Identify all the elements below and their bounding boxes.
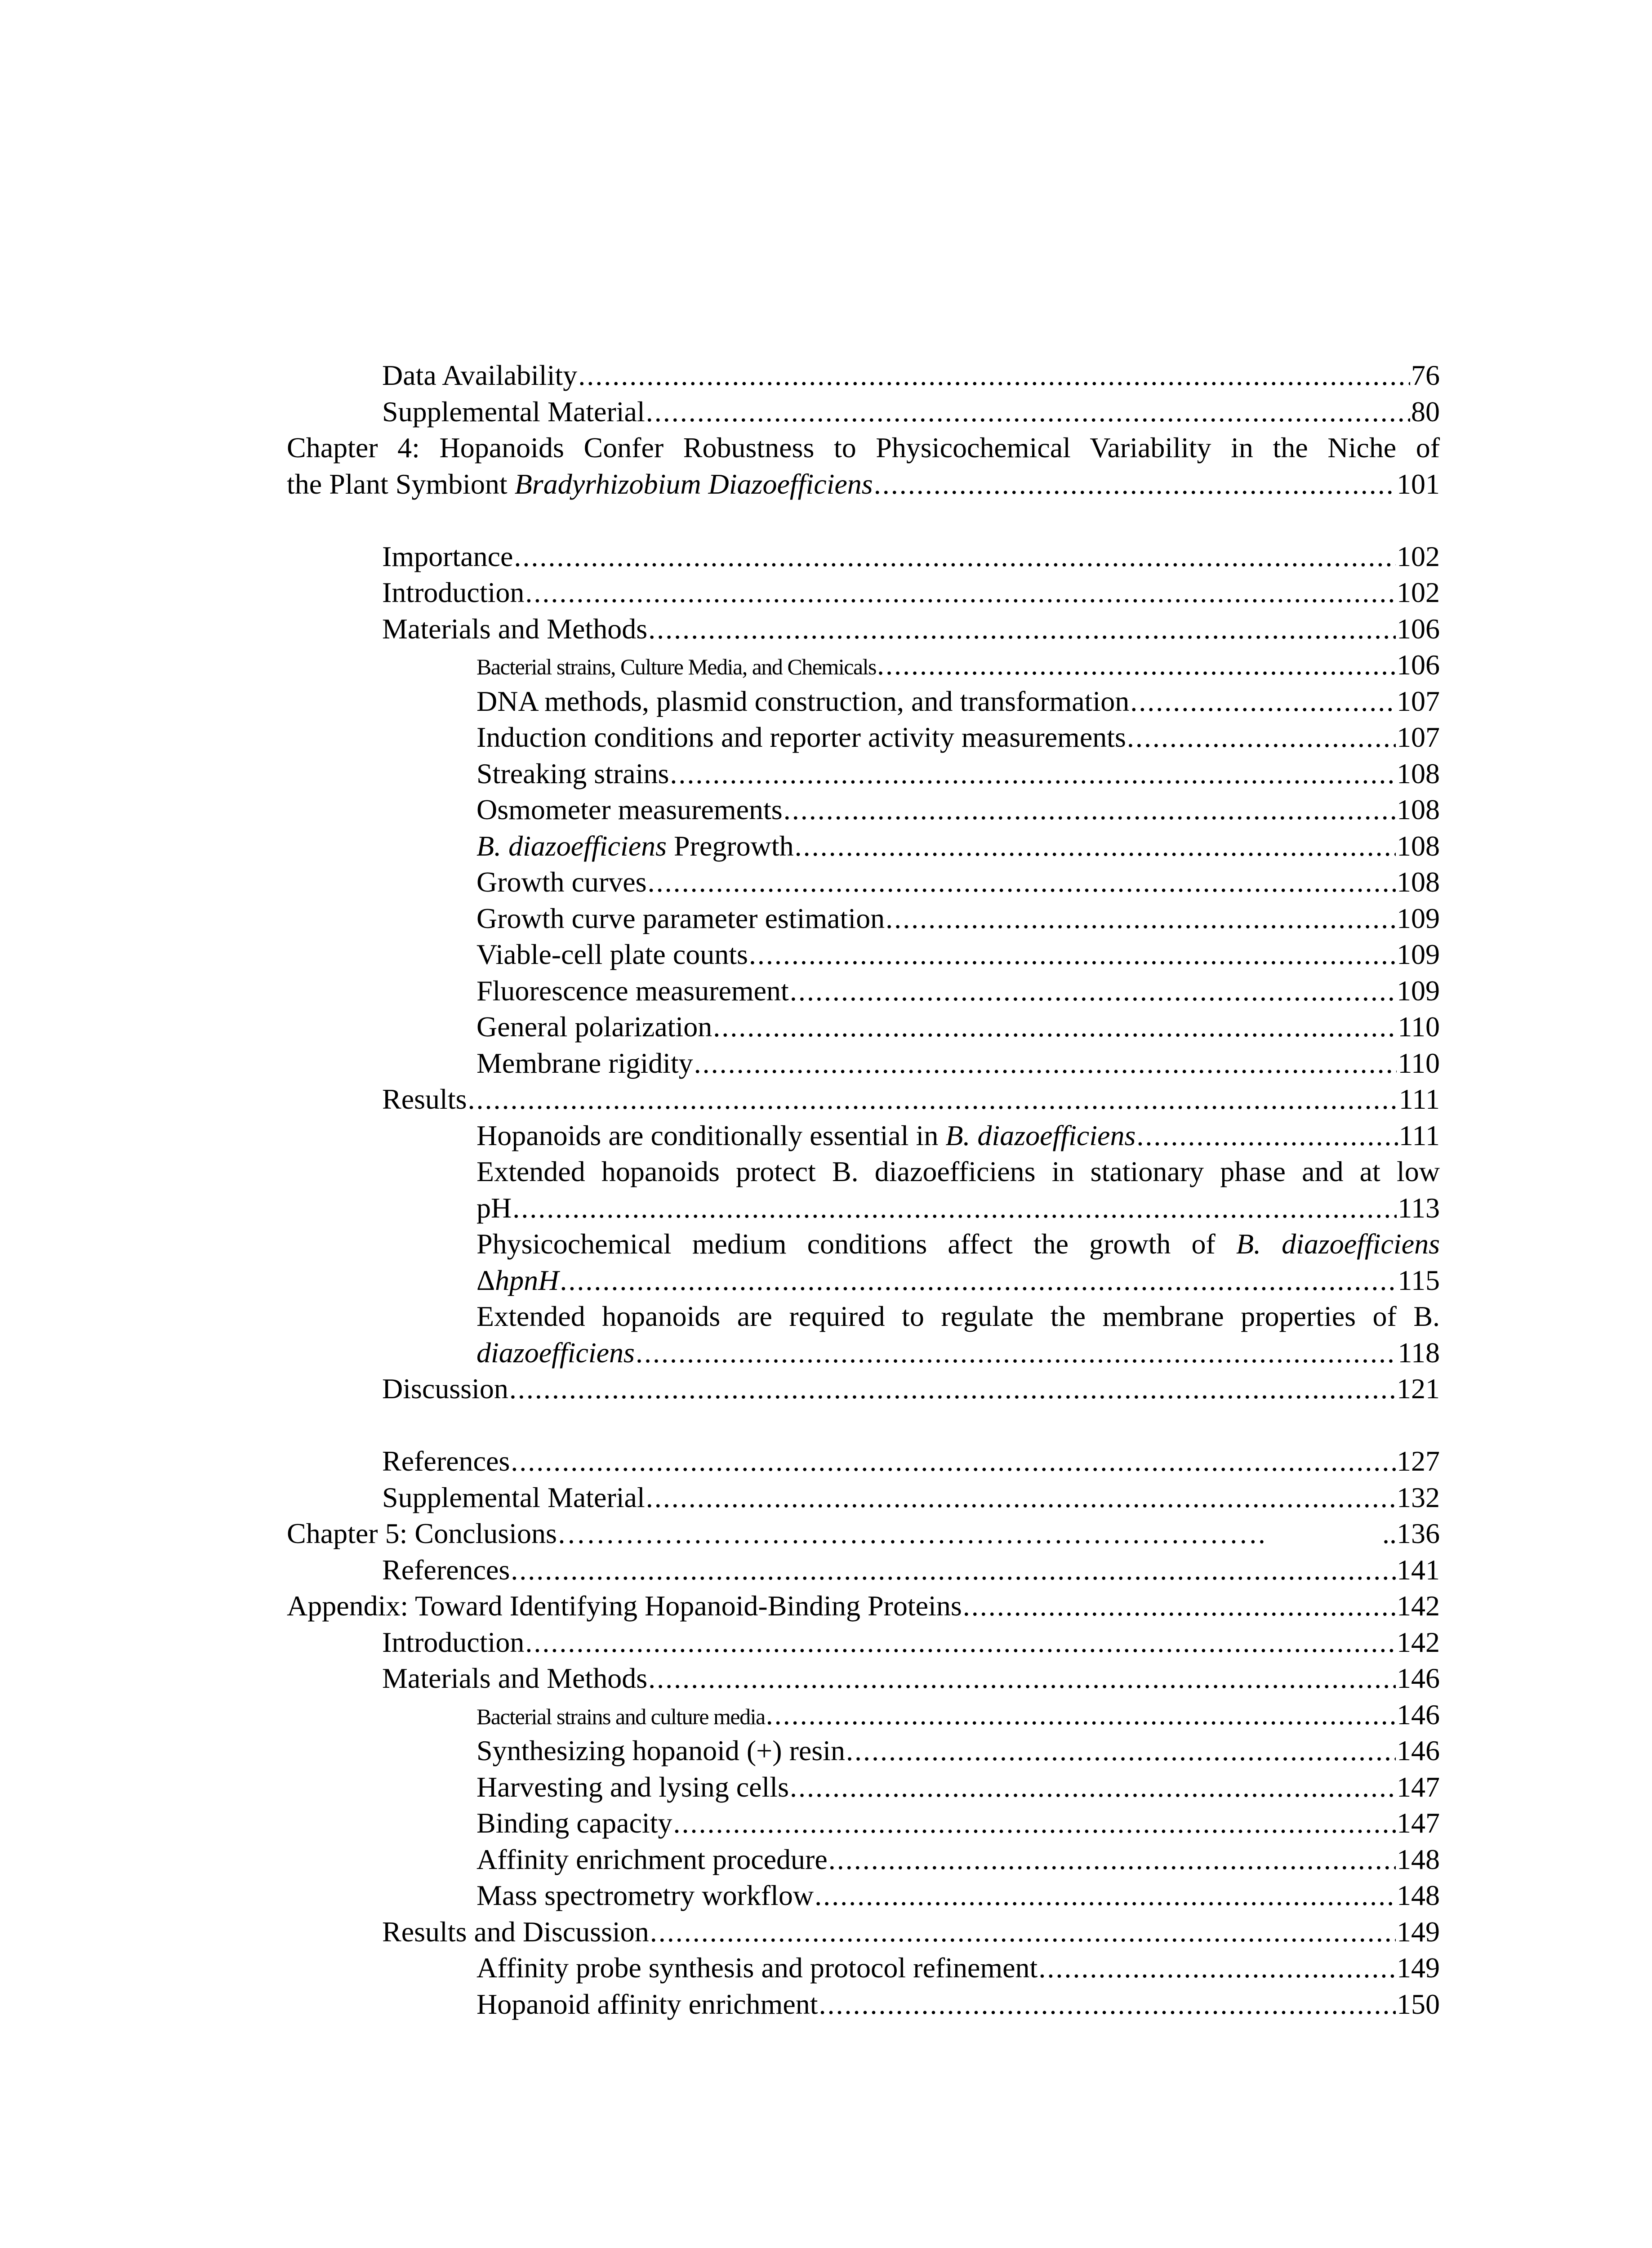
dot-leader bbox=[749, 937, 1396, 973]
dot-leader bbox=[1130, 683, 1396, 720]
organism-name: B. diazoefficiens bbox=[1236, 1228, 1440, 1260]
toc-entry-osmometer[interactable] bbox=[287, 792, 1440, 828]
toc-entry-extended-regulate-line[interactable] bbox=[287, 1298, 1440, 1335]
dot-leader bbox=[766, 1697, 1396, 1733]
toc-entry-general-polarization[interactable] bbox=[287, 1009, 1440, 1045]
toc-entry-label: Binding capacity bbox=[476, 1807, 672, 1839]
toc-entry-bacterial-strains[interactable] bbox=[287, 647, 1440, 683]
toc-page-number: 146 bbox=[1397, 1735, 1440, 1766]
toc-entry-dna-methods[interactable] bbox=[287, 683, 1440, 720]
toc-entry-label: Extended hopanoids are required to regulate the membrane properties of B. bbox=[476, 1300, 1440, 1332]
toc-entry-physicochemical-line[interactable] bbox=[287, 1226, 1440, 1262]
toc-entry-label: Osmometer measurements bbox=[476, 794, 783, 825]
toc-page-number: 111 bbox=[1398, 1083, 1440, 1115]
dot-leader bbox=[560, 1262, 1397, 1299]
toc-entry-label: Materials and Methods bbox=[382, 612, 648, 645]
toc-page-number: 106 bbox=[1397, 612, 1440, 645]
dot-leader bbox=[525, 575, 1396, 611]
toc-page-number: 111 bbox=[1398, 1119, 1440, 1151]
toc-entry-references[interactable] bbox=[287, 1552, 1440, 1588]
toc-entry-label: Discussion bbox=[382, 1373, 508, 1405]
toc-page-number: 146 bbox=[1397, 1698, 1440, 1731]
toc-entry-extended-protect[interactable] bbox=[287, 1190, 1440, 1227]
toc-entry-label bbox=[476, 1335, 635, 1371]
toc-page-number: 147 bbox=[1397, 1807, 1440, 1839]
toc-entry-harvesting[interactable] bbox=[287, 1769, 1440, 1806]
toc-page-number: 110 bbox=[1398, 1011, 1440, 1043]
toc-entry-label: Results and Discussion bbox=[382, 1915, 649, 1948]
toc-entry-label: Data Availability bbox=[382, 359, 578, 391]
toc-entry-label: Streaking strains bbox=[476, 757, 669, 789]
gene-name: hpnH bbox=[495, 1264, 559, 1296]
toc-entry-label: Affinity probe synthesis and protocol refinement bbox=[476, 1952, 1038, 1984]
toc-entry-importance[interactable] bbox=[287, 539, 1440, 575]
organism-name: diazoefficiens bbox=[476, 1336, 635, 1369]
toc-page-number: 106 bbox=[1397, 649, 1440, 681]
toc-page-number: 118 bbox=[1398, 1336, 1440, 1369]
dot-leader bbox=[636, 1335, 1397, 1371]
toc-entry-label: Chapter 4: Hopanoids Confer Robustness to Physicochemical Variability in the Niche of bbox=[287, 432, 1440, 464]
toc-entry-membrane-rigidity[interactable] bbox=[287, 1045, 1440, 1082]
table-of-contents bbox=[287, 357, 1440, 2022]
dot-leader bbox=[646, 394, 1410, 430]
toc-entry-hopanoid-affinity[interactable] bbox=[287, 1986, 1440, 2023]
toc-entry-fluorescence[interactable] bbox=[287, 973, 1440, 1009]
toc-page-number: 141 bbox=[1397, 1553, 1440, 1586]
toc-entry-label: DNA methods, plasmid construction, and transformation bbox=[476, 685, 1130, 717]
toc-entry-label: Bacterial strains, Culture Media, and Chemicals bbox=[476, 654, 876, 679]
dot-leader bbox=[511, 1443, 1396, 1480]
toc-entry-discussion[interactable] bbox=[287, 1371, 1440, 1407]
organism-name: Bradyrhizobium Diazoefficiens bbox=[514, 468, 873, 500]
toc-entry-hopanoids-essential[interactable] bbox=[287, 1118, 1440, 1154]
toc-page-number: 110 bbox=[1398, 1047, 1440, 1079]
toc-entry-materials-and-methods[interactable] bbox=[287, 611, 1440, 647]
label-text: Pregrowth bbox=[667, 830, 794, 862]
toc-entry-label bbox=[476, 1118, 1135, 1154]
toc-entry-label: Introduction bbox=[382, 576, 525, 608]
toc-page-number: 127 bbox=[1397, 1445, 1440, 1477]
toc-entry-induction-conditions[interactable] bbox=[287, 719, 1440, 756]
toc-entry-references[interactable] bbox=[287, 1443, 1440, 1480]
toc-entry-label: Growth curves bbox=[476, 866, 647, 898]
toc-entry-data-availability[interactable] bbox=[287, 357, 1440, 394]
dot-leader bbox=[578, 357, 1410, 394]
toc-entry-extended-protect-line[interactable] bbox=[287, 1154, 1440, 1190]
toc-entry-label: Mass spectrometry workflow bbox=[476, 1879, 814, 1911]
toc-entry-label: Bacterial strains and culture media bbox=[476, 1704, 765, 1729]
toc-entry-label: Growth curve parameter estimation bbox=[476, 902, 885, 934]
toc-entry-label: Results bbox=[382, 1083, 467, 1115]
dot-leader bbox=[874, 466, 1396, 503]
toc-entry-label bbox=[287, 466, 873, 503]
toc-page-number: 149 bbox=[1397, 1915, 1440, 1948]
dot-leader bbox=[694, 1045, 1397, 1082]
toc-entry-label: Supplemental Material bbox=[382, 1481, 645, 1513]
toc-entry-label bbox=[476, 1262, 559, 1299]
toc-entry-chapter-4[interactable] bbox=[287, 466, 1440, 503]
toc-entry-mass-spectrometry[interactable] bbox=[287, 1878, 1440, 1914]
dot-leader bbox=[713, 1009, 1397, 1045]
toc-page-number: 142 bbox=[1397, 1590, 1440, 1622]
toc-entry-label: Viable-cell plate counts bbox=[476, 938, 748, 970]
toc-entry-label: pH bbox=[476, 1191, 512, 1224]
toc-entry-supplemental-material[interactable] bbox=[287, 1480, 1440, 1516]
dot-leader bbox=[509, 1371, 1396, 1407]
toc-entry-viable-cell[interactable] bbox=[287, 937, 1440, 973]
toc-page-number: 76 bbox=[1411, 359, 1440, 391]
toc-entry-extended-regulate[interactable] bbox=[287, 1335, 1440, 1371]
toc-entry-label: Synthesizing hopanoid (+) resin bbox=[476, 1735, 845, 1766]
toc-entry-chapter-4-title-line[interactable] bbox=[287, 430, 1440, 466]
dot-leader bbox=[514, 539, 1396, 575]
toc-entry-materials-and-methods[interactable] bbox=[287, 1660, 1440, 1697]
toc-entry-growth-parameter[interactable] bbox=[287, 901, 1440, 937]
organism-name: B. diazoefficiens bbox=[945, 1119, 1136, 1151]
dot-leader bbox=[646, 1480, 1396, 1516]
label-text: Hopanoids are conditionally essential in bbox=[476, 1119, 946, 1151]
dot-leader bbox=[511, 1552, 1396, 1588]
dot-leader bbox=[790, 1769, 1396, 1806]
toc-entry-label: Affinity enrichment procedure bbox=[476, 1843, 828, 1875]
toc-entry-label: Membrane rigidity bbox=[476, 1047, 693, 1079]
dot-leader bbox=[648, 864, 1396, 901]
toc-entry-label: General polarization bbox=[476, 1011, 712, 1043]
toc-entry-label bbox=[476, 828, 794, 865]
dot-leader bbox=[784, 792, 1396, 828]
toc-entry-streaking-strains[interactable] bbox=[287, 756, 1440, 792]
dot-leader bbox=[877, 647, 1396, 683]
dot-leader bbox=[648, 1660, 1396, 1697]
spacer bbox=[287, 1407, 1440, 1444]
toc-entry-label: Importance bbox=[382, 540, 513, 572]
label-text: Physicochemical medium conditions affect the growth of bbox=[476, 1228, 1236, 1260]
toc-entry-introduction[interactable] bbox=[287, 1624, 1440, 1661]
toc-entry-appendix[interactable] bbox=[287, 1588, 1440, 1624]
toc-entry-bacterial-strains[interactable] bbox=[287, 1697, 1440, 1733]
dot-leader bbox=[1038, 1950, 1396, 1986]
toc-entry-results-and-discussion[interactable] bbox=[287, 1914, 1440, 1950]
dot-leader bbox=[846, 1733, 1396, 1769]
toc-entry-label: Harvesting and lysing cells bbox=[476, 1771, 789, 1803]
toc-entry-binding-capacity[interactable] bbox=[287, 1805, 1440, 1842]
dot-leader bbox=[650, 1914, 1396, 1950]
toc-page-number: 80 bbox=[1411, 395, 1440, 428]
toc-entry-label: References bbox=[382, 1553, 510, 1586]
dot-leader bbox=[795, 828, 1396, 865]
toc-page-number: 148 bbox=[1397, 1843, 1440, 1875]
toc-entry-label: Supplemental Material bbox=[382, 395, 645, 428]
toc-page-number: 108 bbox=[1397, 830, 1440, 862]
toc-entry-label: Appendix: Toward Identifying Hopanoid-Binding Proteins bbox=[287, 1590, 962, 1622]
toc-page-number: 107 bbox=[1397, 685, 1440, 717]
dot-leader bbox=[525, 1624, 1396, 1661]
ellipsis-leader: ………………………………………………………………. bbox=[557, 1517, 1266, 1549]
dot-leader bbox=[790, 973, 1396, 1009]
toc-entry-pregrowth[interactable] bbox=[287, 828, 1440, 865]
dot-leader bbox=[673, 1805, 1396, 1842]
dot-leader bbox=[815, 1878, 1396, 1914]
toc-page-number: 101 bbox=[1397, 468, 1440, 500]
dot-leader bbox=[1136, 1118, 1398, 1154]
toc-entry-physicochemical[interactable] bbox=[287, 1262, 1440, 1299]
dot-leader bbox=[512, 1190, 1397, 1227]
toc-page-number: 115 bbox=[1398, 1264, 1440, 1296]
dot-leader bbox=[963, 1588, 1396, 1624]
toc-page-number: 109 bbox=[1397, 974, 1440, 1007]
toc-entry-affinity-procedure[interactable] bbox=[287, 1842, 1440, 1878]
toc-page-number: 102 bbox=[1397, 540, 1440, 572]
toc-page-number: 108 bbox=[1397, 757, 1440, 789]
label-text: the Plant Symbiont bbox=[287, 468, 515, 500]
toc-entry-growth-curves[interactable] bbox=[287, 864, 1440, 901]
toc-page-number: 147 bbox=[1397, 1771, 1440, 1803]
toc-entry-label: Fluorescence measurement bbox=[476, 974, 789, 1007]
toc-entry-label: Materials and Methods bbox=[382, 1662, 648, 1694]
toc-entry-label: Induction conditions and reporter activity measurements bbox=[476, 721, 1126, 753]
dot-leader bbox=[468, 1081, 1398, 1118]
toc-page-number: 132 bbox=[1397, 1481, 1440, 1513]
dot-leader bbox=[1127, 719, 1396, 756]
toc-entry-label: Extended hopanoids protect B. diazoefficiens in stationary phase and at low bbox=[476, 1155, 1440, 1187]
toc-page-number: 102 bbox=[1397, 576, 1440, 608]
toc-page-number: 142 bbox=[1397, 1626, 1440, 1658]
toc-entry-synthesizing-resin[interactable] bbox=[287, 1733, 1440, 1769]
toc-page-number: 149 bbox=[1397, 1952, 1440, 1984]
toc-page-number: 107 bbox=[1397, 721, 1440, 753]
toc-page-number: 121 bbox=[1397, 1373, 1440, 1405]
delta-symbol: Δ bbox=[476, 1264, 495, 1296]
toc-page-number: 148 bbox=[1397, 1879, 1440, 1911]
toc-page-number: 108 bbox=[1397, 794, 1440, 825]
toc-entry-supplemental-material[interactable] bbox=[287, 394, 1440, 430]
toc-page-number: 150 bbox=[1397, 1988, 1440, 2020]
dot-leader bbox=[886, 901, 1396, 937]
toc-entry-label: Introduction bbox=[382, 1626, 525, 1658]
toc-entry-label bbox=[476, 1226, 1440, 1262]
toc-page-number: 146 bbox=[1397, 1662, 1440, 1694]
organism-name: B. diazoefficiens bbox=[476, 830, 667, 862]
toc-entry-results[interactable] bbox=[287, 1081, 1440, 1118]
spacer bbox=[287, 502, 1440, 539]
toc-entry-chapter-5[interactable] bbox=[287, 1516, 1440, 1552]
toc-page-number: ..136 bbox=[1382, 1517, 1440, 1549]
dot-leader bbox=[648, 611, 1396, 647]
toc-page-number: 109 bbox=[1397, 938, 1440, 970]
toc-entry-label: Chapter 5: Conclusions bbox=[287, 1517, 557, 1549]
toc-entry-label: References bbox=[382, 1445, 510, 1477]
toc-page-number: 108 bbox=[1397, 866, 1440, 898]
toc-entry-introduction[interactable] bbox=[287, 575, 1440, 611]
toc-entry-label: Hopanoid affinity enrichment bbox=[476, 1988, 818, 2020]
toc-page-number: 109 bbox=[1397, 902, 1440, 934]
dot-leader bbox=[828, 1842, 1396, 1878]
toc-page-number: 113 bbox=[1398, 1191, 1440, 1224]
dot-leader bbox=[819, 1986, 1396, 2023]
dot-leader bbox=[670, 756, 1396, 792]
toc-entry-affinity-probe[interactable] bbox=[287, 1950, 1440, 1986]
